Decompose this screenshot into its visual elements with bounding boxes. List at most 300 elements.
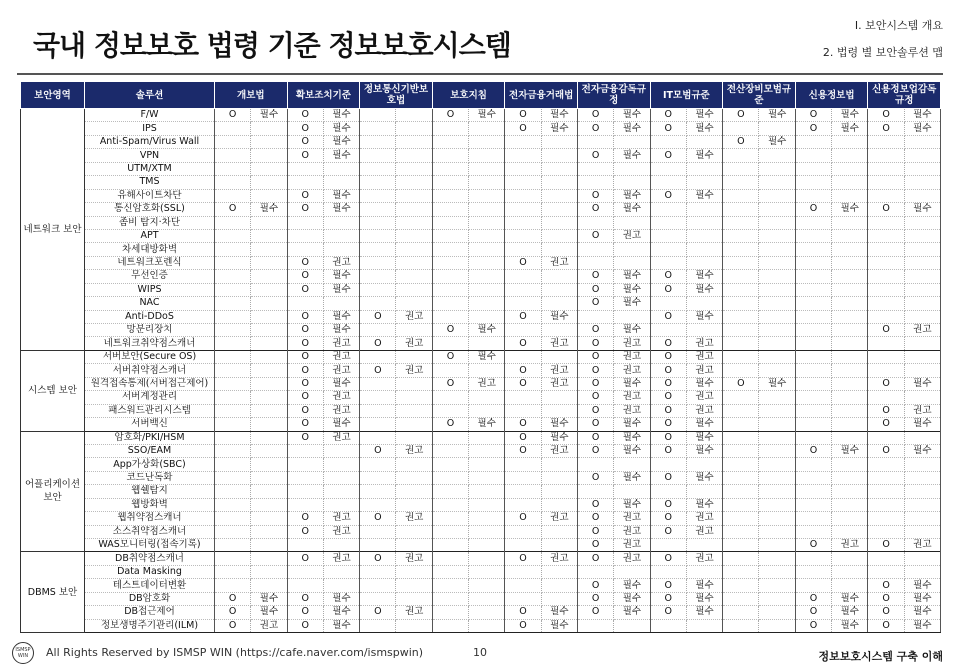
applicable-mark <box>287 216 323 229</box>
requirement-level <box>251 565 287 578</box>
applicable-mark: O <box>650 310 686 323</box>
requirement-level <box>251 391 287 404</box>
requirement-level <box>541 539 577 552</box>
applicable-mark <box>215 122 251 135</box>
table-row <box>21 216 941 229</box>
applicable-mark <box>505 471 541 484</box>
applicable-mark <box>432 565 468 578</box>
requirement-level <box>832 337 868 350</box>
requirement-level: 권고 <box>904 404 940 417</box>
requirement-level <box>323 243 359 256</box>
solution-name: 서버계정관리 <box>85 391 215 404</box>
requirement-level <box>469 216 505 229</box>
requirement-level: 권고 <box>323 404 359 417</box>
requirement-level: 필수 <box>904 203 940 216</box>
applicable-mark: O <box>650 525 686 538</box>
applicable-mark <box>795 350 831 363</box>
applicable-mark <box>287 565 323 578</box>
applicable-mark <box>868 149 904 162</box>
applicable-mark: O <box>577 539 613 552</box>
requirement-level <box>904 135 940 148</box>
requirement-level <box>396 350 432 363</box>
requirement-level <box>469 243 505 256</box>
section-label: Ⅰ. 보안시스템 개요 <box>854 19 943 32</box>
applicable-mark <box>287 297 323 310</box>
applicable-mark: O <box>577 149 613 162</box>
applicable-mark <box>723 216 759 229</box>
applicable-mark <box>432 310 468 323</box>
requirement-level <box>832 418 868 431</box>
requirement-level: 권고 <box>686 512 722 525</box>
requirement-level: 권고 <box>396 512 432 525</box>
requirement-level: 필수 <box>251 606 287 619</box>
requirement-level <box>396 404 432 417</box>
applicable-mark <box>795 189 831 202</box>
applicable-mark <box>432 592 468 605</box>
requirement-level <box>759 498 795 511</box>
applicable-mark: O <box>577 122 613 135</box>
requirement-level: 필수 <box>251 109 287 122</box>
applicable-mark: O <box>505 606 541 619</box>
applicable-mark: O <box>795 444 831 457</box>
header-law: 신용정보업감독규정 <box>868 82 941 109</box>
table-row <box>21 377 941 390</box>
requirement-level: 필수 <box>832 109 868 122</box>
requirement-level: 권고 <box>541 552 577 565</box>
applicable-mark: O <box>650 606 686 619</box>
requirement-level <box>251 337 287 350</box>
requirement-level <box>251 135 287 148</box>
applicable-mark: O <box>577 391 613 404</box>
requirement-level <box>469 256 505 269</box>
applicable-mark <box>360 350 396 363</box>
table-row <box>21 391 941 404</box>
requirement-level <box>904 458 940 471</box>
requirement-level <box>251 458 287 471</box>
requirement-level: 권고 <box>541 256 577 269</box>
applicable-mark <box>432 297 468 310</box>
requirement-level <box>614 216 650 229</box>
applicable-mark <box>215 297 251 310</box>
requirement-level <box>832 149 868 162</box>
requirement-level <box>251 324 287 337</box>
applicable-mark <box>795 283 831 296</box>
requirement-level <box>469 391 505 404</box>
applicable-mark: O <box>287 404 323 417</box>
requirement-level <box>541 189 577 202</box>
applicable-mark <box>360 243 396 256</box>
requirement-level: 필수 <box>686 310 722 323</box>
applicable-mark <box>432 189 468 202</box>
applicable-mark <box>505 229 541 242</box>
solution-name: 원격접속통제(서버접근제어) <box>85 377 215 390</box>
requirement-level: 필수 <box>541 431 577 444</box>
requirement-level: 권고 <box>469 377 505 390</box>
solution-name: 서버백신 <box>85 418 215 431</box>
requirement-level <box>904 350 940 363</box>
applicable-mark <box>505 324 541 337</box>
requirement-level <box>904 310 940 323</box>
applicable-mark <box>432 525 468 538</box>
table-row <box>21 189 941 202</box>
applicable-mark: O <box>505 256 541 269</box>
requirement-level: 필수 <box>323 606 359 619</box>
applicable-mark: O <box>577 283 613 296</box>
requirement-level: 권고 <box>614 391 650 404</box>
applicable-mark <box>432 512 468 525</box>
requirement-level <box>759 162 795 175</box>
applicable-mark <box>795 364 831 377</box>
applicable-mark <box>723 149 759 162</box>
requirement-level <box>832 310 868 323</box>
requirement-level <box>469 404 505 417</box>
table-row <box>21 149 941 162</box>
applicable-mark <box>723 229 759 242</box>
requirement-level <box>251 310 287 323</box>
table-row <box>21 471 941 484</box>
requirement-level <box>832 216 868 229</box>
applicable-mark: O <box>868 377 904 390</box>
applicable-mark <box>795 324 831 337</box>
solution-name: Anti-Spam/Virus Wall <box>85 135 215 148</box>
applicable-mark <box>215 324 251 337</box>
requirement-level <box>686 565 722 578</box>
requirement-level <box>251 444 287 457</box>
requirement-level: 권고 <box>686 391 722 404</box>
table-row <box>21 310 941 323</box>
applicable-mark <box>360 498 396 511</box>
requirement-level <box>541 391 577 404</box>
requirement-level <box>469 135 505 148</box>
requirement-level <box>832 162 868 175</box>
solution-name: SSO/EAM <box>85 444 215 457</box>
requirement-level <box>396 189 432 202</box>
applicable-mark <box>795 579 831 592</box>
requirement-level <box>469 203 505 216</box>
requirement-level <box>251 498 287 511</box>
requirement-level <box>396 109 432 122</box>
applicable-mark <box>215 350 251 363</box>
applicable-mark: O <box>287 135 323 148</box>
table-row <box>21 229 941 242</box>
applicable-mark: O <box>723 377 759 390</box>
requirement-level <box>396 243 432 256</box>
applicable-mark: O <box>287 525 323 538</box>
applicable-mark: O <box>650 431 686 444</box>
header-law: IT모범규준 <box>650 82 723 109</box>
requirement-level <box>759 229 795 242</box>
requirement-level <box>251 579 287 592</box>
requirement-level: 필수 <box>686 592 722 605</box>
applicable-mark: O <box>795 606 831 619</box>
applicable-mark: O <box>287 364 323 377</box>
header-law: 정보통신기반보호법 <box>360 82 433 109</box>
requirement-level <box>904 337 940 350</box>
requirement-level <box>904 243 940 256</box>
requirement-level: 필수 <box>614 203 650 216</box>
applicable-mark <box>723 512 759 525</box>
applicable-mark <box>723 364 759 377</box>
applicable-mark <box>360 525 396 538</box>
applicable-mark <box>723 297 759 310</box>
applicable-mark: O <box>650 337 686 350</box>
requirement-level: 권고 <box>614 552 650 565</box>
applicable-mark <box>287 498 323 511</box>
applicable-mark: O <box>505 377 541 390</box>
requirement-level <box>323 229 359 242</box>
applicable-mark: O <box>723 135 759 148</box>
applicable-mark <box>868 270 904 283</box>
requirement-level <box>904 552 940 565</box>
area-cell: DBMS 보안 <box>21 552 85 633</box>
applicable-mark: O <box>505 337 541 350</box>
requirement-level <box>396 216 432 229</box>
requirement-level: 필수 <box>686 149 722 162</box>
applicable-mark: O <box>360 606 396 619</box>
requirement-level: 필수 <box>614 122 650 135</box>
applicable-mark <box>723 283 759 296</box>
applicable-mark: O <box>287 122 323 135</box>
requirement-level <box>759 256 795 269</box>
requirement-level: 권고 <box>686 364 722 377</box>
table-row <box>21 485 941 498</box>
applicable-mark <box>723 350 759 363</box>
applicable-mark <box>505 283 541 296</box>
applicable-mark <box>432 149 468 162</box>
requirement-level <box>469 283 505 296</box>
applicable-mark <box>432 619 468 632</box>
solution-name: 네트워크포렌식 <box>85 256 215 269</box>
requirement-level <box>759 579 795 592</box>
applicable-mark <box>215 565 251 578</box>
applicable-mark: O <box>577 606 613 619</box>
requirement-level: 필수 <box>251 203 287 216</box>
applicable-mark: O <box>505 310 541 323</box>
applicable-mark <box>723 337 759 350</box>
requirement-level <box>759 458 795 471</box>
applicable-mark: O <box>868 619 904 632</box>
requirement-level <box>832 525 868 538</box>
solution-name: WIPS <box>85 283 215 296</box>
applicable-mark: O <box>650 471 686 484</box>
requirement-level: 필수 <box>686 283 722 296</box>
applicable-mark <box>360 216 396 229</box>
applicable-mark <box>360 109 396 122</box>
requirement-level: 권고 <box>396 337 432 350</box>
applicable-mark <box>650 203 686 216</box>
requirement-level <box>832 176 868 189</box>
requirement-level <box>251 149 287 162</box>
applicable-mark <box>432 135 468 148</box>
applicable-mark <box>505 350 541 363</box>
table-row <box>21 203 941 216</box>
applicable-mark <box>432 337 468 350</box>
applicable-mark <box>868 216 904 229</box>
requirement-level <box>396 498 432 511</box>
solution-name: 좀비 탐지·차단 <box>85 216 215 229</box>
applicable-mark <box>577 162 613 175</box>
requirement-level: 권고 <box>614 525 650 538</box>
requirement-level <box>323 498 359 511</box>
applicable-mark <box>360 270 396 283</box>
requirement-level <box>759 270 795 283</box>
applicable-mark <box>505 243 541 256</box>
applicable-mark <box>868 135 904 148</box>
applicable-mark <box>723 485 759 498</box>
requirement-level <box>469 512 505 525</box>
requirement-level <box>396 203 432 216</box>
requirement-level <box>832 458 868 471</box>
requirement-level <box>251 471 287 484</box>
requirement-level <box>541 471 577 484</box>
applicable-mark <box>287 243 323 256</box>
requirement-level <box>396 176 432 189</box>
requirement-level <box>686 176 722 189</box>
requirement-level: 필수 <box>832 444 868 457</box>
applicable-mark: O <box>432 350 468 363</box>
applicable-mark <box>795 243 831 256</box>
applicable-mark <box>287 579 323 592</box>
applicable-mark <box>795 485 831 498</box>
applicable-mark <box>577 216 613 229</box>
applicable-mark: O <box>795 203 831 216</box>
page-title: 국내 정보보호 법령 기준 정보보호시스템 <box>33 29 511 62</box>
requirement-level <box>469 579 505 592</box>
requirement-level <box>759 350 795 363</box>
table-row <box>21 270 941 283</box>
requirement-level <box>759 243 795 256</box>
applicable-mark <box>360 324 396 337</box>
applicable-mark <box>432 229 468 242</box>
requirement-level <box>469 525 505 538</box>
applicable-mark <box>215 176 251 189</box>
applicable-mark <box>360 592 396 605</box>
applicable-mark <box>795 135 831 148</box>
requirement-level: 필수 <box>614 377 650 390</box>
applicable-mark <box>650 485 686 498</box>
applicable-mark: O <box>577 471 613 484</box>
table-row <box>21 552 941 565</box>
requirement-level <box>759 189 795 202</box>
requirement-level: 필수 <box>614 606 650 619</box>
applicable-mark <box>360 471 396 484</box>
requirement-level: 필수 <box>323 377 359 390</box>
requirement-level <box>541 565 577 578</box>
applicable-mark: O <box>577 512 613 525</box>
requirement-level <box>614 565 650 578</box>
requirement-level <box>323 579 359 592</box>
applicable-mark <box>868 552 904 565</box>
applicable-mark <box>432 498 468 511</box>
requirement-level: 필수 <box>614 149 650 162</box>
applicable-mark <box>868 485 904 498</box>
applicable-mark <box>723 256 759 269</box>
applicable-mark <box>360 539 396 552</box>
table-row <box>21 122 941 135</box>
applicable-mark: O <box>432 377 468 390</box>
requirement-level: 필수 <box>686 579 722 592</box>
applicable-mark <box>868 431 904 444</box>
applicable-mark: O <box>650 189 686 202</box>
applicable-mark <box>868 391 904 404</box>
book-title: 정보보호시스템 구축 이해 <box>818 650 943 663</box>
applicable-mark: O <box>360 552 396 565</box>
solution-name: UTM/XTM <box>85 162 215 175</box>
requirement-level: 권고 <box>323 525 359 538</box>
area-cell: 어플리케이션 보안 <box>21 431 85 552</box>
requirement-level <box>323 444 359 457</box>
requirement-level: 권고 <box>686 552 722 565</box>
requirement-level: 필수 <box>904 619 940 632</box>
requirement-level: 필수 <box>614 324 650 337</box>
applicable-mark: O <box>287 283 323 296</box>
applicable-mark <box>360 619 396 632</box>
applicable-mark <box>723 458 759 471</box>
requirement-level: 필수 <box>469 350 505 363</box>
solution-name: WAS모니터링(접속기록) <box>85 539 215 552</box>
requirement-level: 필수 <box>323 283 359 296</box>
requirement-level <box>832 135 868 148</box>
requirement-level <box>251 297 287 310</box>
applicable-mark <box>432 444 468 457</box>
requirement-level: 필수 <box>904 579 940 592</box>
applicable-mark <box>215 216 251 229</box>
requirement-level <box>686 216 722 229</box>
applicable-mark <box>577 619 613 632</box>
requirement-level <box>469 122 505 135</box>
applicable-mark <box>215 418 251 431</box>
solution-name: 차세대방화벽 <box>85 243 215 256</box>
requirement-level <box>469 162 505 175</box>
applicable-mark <box>795 337 831 350</box>
requirement-level <box>396 122 432 135</box>
requirement-level <box>832 579 868 592</box>
applicable-mark: O <box>577 431 613 444</box>
header-law: 개보법 <box>215 82 288 109</box>
header-law: 확보조치기준 <box>287 82 360 109</box>
requirement-level: 권고 <box>614 229 650 242</box>
applicable-mark <box>868 256 904 269</box>
applicable-mark <box>360 229 396 242</box>
requirement-level <box>251 364 287 377</box>
applicable-mark: O <box>795 619 831 632</box>
requirement-level <box>541 498 577 511</box>
requirement-level <box>614 485 650 498</box>
requirement-level <box>323 565 359 578</box>
applicable-mark <box>287 162 323 175</box>
applicable-mark: O <box>868 324 904 337</box>
applicable-mark <box>505 579 541 592</box>
requirement-level: 필수 <box>541 619 577 632</box>
requirement-level <box>759 404 795 417</box>
applicable-mark: O <box>432 324 468 337</box>
applicable-mark <box>868 162 904 175</box>
requirement-level <box>904 364 940 377</box>
applicable-mark: O <box>650 391 686 404</box>
applicable-mark <box>215 458 251 471</box>
requirement-level: 권고 <box>323 391 359 404</box>
applicable-mark: O <box>287 149 323 162</box>
requirement-level <box>469 471 505 484</box>
applicable-mark <box>215 485 251 498</box>
requirement-level <box>396 162 432 175</box>
requirement-level: 권고 <box>541 377 577 390</box>
solution-name: DB암호화 <box>85 592 215 605</box>
requirement-level: 권고 <box>686 404 722 417</box>
applicable-mark: O <box>577 203 613 216</box>
requirement-level: 필수 <box>541 418 577 431</box>
applicable-mark <box>723 310 759 323</box>
